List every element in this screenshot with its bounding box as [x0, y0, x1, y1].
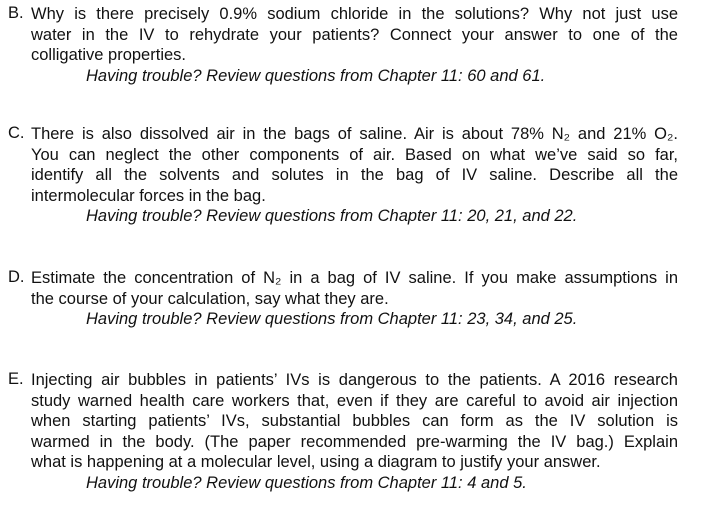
- question-letter: B.: [8, 4, 24, 22]
- hint-text: Having trouble? Review questions from Chapter 11: 23, 34, and 25.: [86, 310, 578, 328]
- question-text-line: study warned health care workers that, even if they are careful to avoid air injection: [31, 391, 678, 410]
- question-text-line: the course of your calculation, say what they are.: [31, 289, 389, 308]
- question-text-line: warmed in the body. (The paper recommended pre-warming the IV bag.) Explain: [31, 432, 678, 451]
- question-text-line: intermolecular forces in the bag.: [31, 186, 266, 205]
- question-c: [8, 124, 678, 227]
- question-text-line: Injecting air bubbles in patients’ IVs is dangerous to the patients. A 2016 research: [31, 371, 678, 389]
- question-e: [8, 370, 678, 493]
- hint-text: Having trouble? Review questions from Chapter 11: 60 and 61.: [86, 66, 546, 85]
- question-text-line: There is also dissolved air in the bags of saline. Air is about 78% N₂ and 21% O₂.: [31, 125, 678, 143]
- question-letter: E.: [8, 370, 24, 388]
- question-text-line: identify all the solvents and solutes in the bag of IV saline. Describe all the: [31, 166, 678, 184]
- question-letter: D.: [8, 268, 25, 286]
- hint-text: Having trouble? Review questions from Chapter 11: 20, 21, and 22.: [86, 207, 578, 225]
- question-text-line: colligative properties.: [31, 46, 186, 64]
- question-text-line: water in the IV to rehydrate your patients? Connect your answer to one of the: [31, 25, 678, 44]
- question-b: [8, 4, 678, 86]
- question-text-line: Estimate the concentration of N₂ in a bag of IV saline. If you make assumptions in: [31, 269, 678, 287]
- question-text-line: You can neglect the other components of air. Based on what we’ve said so far,: [31, 145, 678, 164]
- question-text-line: Why is there precisely 0.9% sodium chloride in the solutions? Why not just use: [31, 5, 678, 23]
- question-letter: C.: [8, 124, 25, 142]
- question-text-line: what is happening at a molecular level, using a diagram to justify your answer.: [31, 453, 601, 471]
- hint-text: Having trouble? Review questions from Chapter 11: 4 and 5.: [86, 473, 527, 492]
- question-text-line: when starting patients’ IVs, substantial bubbles can form as the IV solution is: [31, 412, 678, 430]
- question-d: [8, 268, 678, 330]
